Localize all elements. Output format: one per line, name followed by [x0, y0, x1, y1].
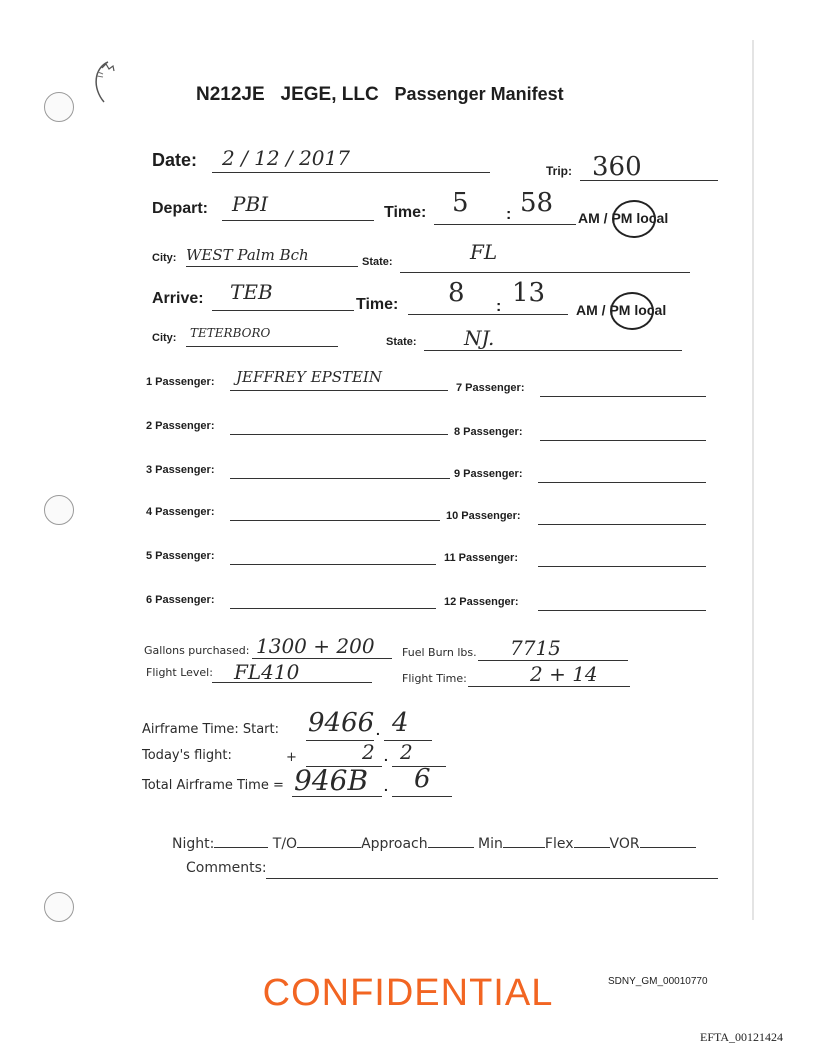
- arrive-pm-circle: [610, 292, 654, 330]
- gallons-purchased-label: Gallons purchased:: [144, 644, 250, 657]
- total-airframe-whole-value: 946B: [294, 764, 369, 797]
- vor-label: VOR: [609, 836, 640, 852]
- comments-label: Comments:: [186, 860, 267, 876]
- arrive-city-line: [186, 346, 338, 347]
- gallons-line: [252, 658, 392, 659]
- arrive-city-label: City:: [152, 332, 177, 344]
- passenger-9-line: [538, 482, 706, 483]
- min-label: Min: [478, 836, 503, 852]
- passenger-10-line: [538, 524, 706, 525]
- total-tenth-line: [392, 796, 452, 797]
- arrive-minute-value: 13: [512, 278, 546, 308]
- takeoff-blank: [297, 847, 361, 848]
- fuel-burn-label: Fuel Burn lbs.: [402, 646, 477, 659]
- night-label: Night:: [172, 836, 215, 852]
- bates-number: SDNY_GM_00010770: [608, 976, 708, 987]
- flight-time-label: Flight Time:: [402, 672, 467, 685]
- arrive-label: Arrive:: [152, 290, 204, 307]
- depart-minute-value: 58: [520, 188, 554, 218]
- confidential-watermark: CONFIDENTIAL: [262, 972, 554, 1014]
- passenger-7-label: 7 Passenger:: [456, 382, 525, 394]
- binder-hole-top: [44, 92, 74, 122]
- depart-time-label: Time:: [384, 204, 427, 221]
- passenger-4-label: 4 Passenger:: [146, 506, 215, 518]
- night-blank: [214, 847, 268, 848]
- fuel-burn-line: [478, 660, 628, 661]
- binder-hole-bottom: [44, 892, 74, 922]
- total-airframe-label: Total Airframe Time =: [142, 778, 284, 793]
- flight-time-value: 2 + 14: [530, 662, 598, 686]
- arrive-state-value: NJ.: [464, 326, 495, 350]
- arrive-hour-value: 8: [448, 278, 465, 308]
- logo-icon: [86, 58, 130, 108]
- flex-blank: [574, 847, 610, 848]
- airframe-start-decimal: .: [376, 722, 380, 738]
- page-edge-shadow: [752, 40, 754, 920]
- passenger-8-line: [540, 440, 706, 441]
- passenger-11-line: [538, 566, 706, 567]
- airframe-start-whole-value: 9466: [308, 708, 375, 738]
- company-name: JEGE, LLC: [280, 84, 379, 105]
- passenger-5-line: [230, 564, 436, 565]
- arrive-airport-value: TEB: [230, 280, 273, 304]
- form-title: Passenger Manifest: [394, 84, 564, 104]
- depart-ampm-label: AM / PM local: [578, 210, 669, 226]
- depart-state-line: [400, 272, 690, 273]
- passenger-1-name: JEFFREY EPSTEIN: [236, 368, 383, 386]
- flex-label: Flex: [544, 836, 574, 852]
- total-airframe-decimal: .: [384, 778, 388, 794]
- passenger-4-line: [230, 520, 440, 521]
- takeoff-label: T/O: [272, 836, 298, 852]
- passenger-1-line: [230, 390, 448, 391]
- flight-level-label: Flight Level:: [146, 666, 213, 679]
- depart-city-value: WEST Palm Bch: [186, 246, 309, 264]
- efta-number: EFTA_00121424: [700, 1030, 784, 1044]
- depart-label: Depart:: [152, 200, 209, 217]
- todays-flight-label: Today's flight:: [142, 748, 232, 763]
- fuel-burn-value: 7715: [510, 636, 561, 660]
- date-value: 2 / 12 / 2017: [222, 146, 350, 170]
- passenger-12-label: 12 Passenger:: [444, 596, 519, 608]
- depart-city-label: City:: [152, 252, 177, 264]
- arrive-line: [212, 310, 354, 311]
- passenger-9-label: 9 Passenger:: [454, 468, 523, 480]
- date-label: Date:: [152, 150, 198, 170]
- approach-blank: [428, 847, 474, 848]
- passenger-2-line: [230, 434, 448, 435]
- night-row: [172, 836, 696, 852]
- depart-airport-value: PBI: [232, 192, 269, 216]
- passenger-8-label: 8 Passenger:: [454, 426, 523, 438]
- airframe-start-tenth-value: 4: [392, 708, 409, 738]
- arrive-time-colon: :: [496, 298, 502, 315]
- depart-time-colon: :: [506, 206, 512, 223]
- form-header: [196, 84, 564, 106]
- passenger-12-line: [538, 610, 706, 611]
- passenger-1-label: 1 Passenger:: [146, 376, 215, 388]
- total-airframe-tenth-value: 6: [414, 764, 431, 794]
- passenger-5-label: 5 Passenger:: [146, 550, 215, 562]
- flight-time-line: [468, 686, 630, 687]
- passenger-6-label: 6 Passenger:: [146, 594, 215, 606]
- arrive-state-line: [424, 350, 682, 351]
- depart-state-label: State:: [362, 256, 393, 268]
- depart-state-value: FL: [470, 240, 498, 264]
- arrive-time-label: Time:: [356, 296, 399, 313]
- aircraft-tail-number: N212JE: [196, 84, 265, 105]
- passenger-2-label: 2 Passenger:: [146, 420, 215, 432]
- depart-time-line: [434, 224, 576, 225]
- depart-hour-value: 5: [452, 188, 469, 218]
- todays-flight-tenth-value: 2: [400, 740, 413, 764]
- passenger-3-label: 3 Passenger:: [146, 464, 215, 476]
- depart-city-line: [186, 266, 358, 267]
- date-line: [212, 172, 490, 173]
- passenger-3-line: [230, 478, 450, 479]
- trip-label: Trip:: [546, 164, 572, 178]
- depart-pm-circle: [612, 200, 656, 238]
- arrive-ampm-label: AM / PM local: [576, 302, 667, 318]
- todays-flight-plus: +: [286, 750, 297, 765]
- todays-flight-decimal: .: [384, 748, 388, 764]
- passenger-6-line: [230, 608, 436, 609]
- airframe-start-label: Airframe Time: Start:: [142, 722, 279, 737]
- passenger-10-label: 10 Passenger:: [446, 510, 521, 522]
- passenger-11-label: 11 Passenger:: [444, 552, 518, 564]
- flight-level-value: FL410: [234, 660, 300, 684]
- todays-flight-whole-value: 2: [362, 740, 375, 764]
- gallons-purchased-value: 1300 + 200: [256, 634, 375, 658]
- trip-value: 360: [592, 152, 642, 182]
- binder-hole-middle: [44, 495, 74, 525]
- passenger-7-line: [540, 396, 706, 397]
- comments-line: [266, 878, 718, 879]
- approach-label: Approach: [361, 836, 428, 852]
- min-blank: [503, 847, 545, 848]
- arrive-time-line: [408, 314, 568, 315]
- arrive-city-value: TETERBORO: [190, 326, 271, 340]
- arrive-state-label: State:: [386, 336, 417, 348]
- vor-blank: [640, 847, 696, 848]
- depart-line: [222, 220, 374, 221]
